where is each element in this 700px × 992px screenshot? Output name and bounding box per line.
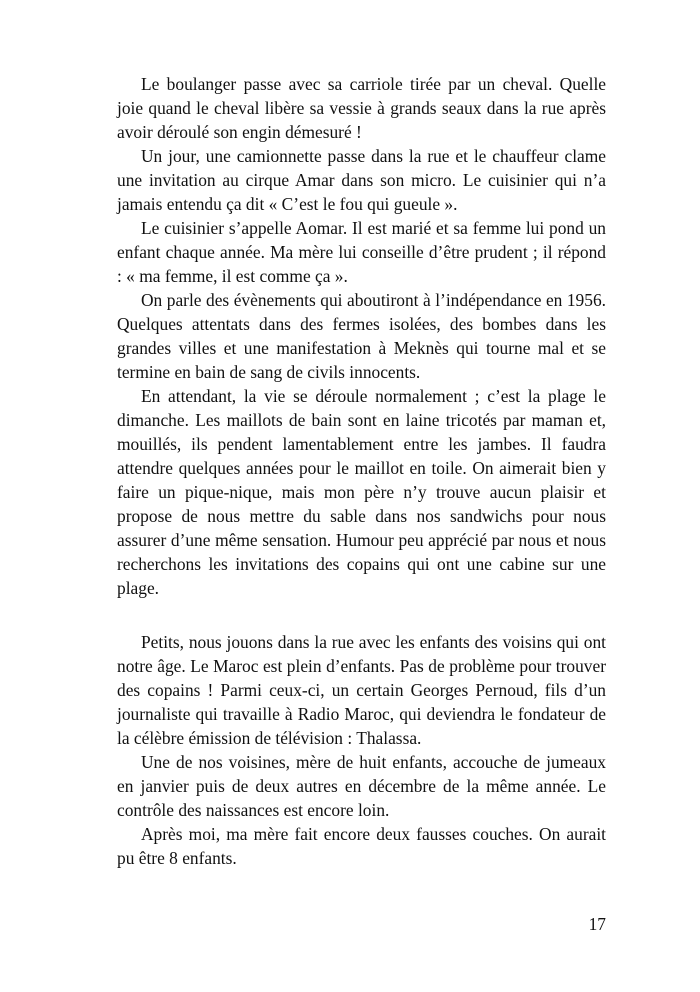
paragraph-boulanger: Le boulanger passe avec sa carriole tirée par un cheval. Quelle joie quand le cheval libère sa vessie à grands seaux dans la rue après avoir déroulé son engin démesuré ! <box>117 74 606 142</box>
page-number: 17 <box>588 914 606 934</box>
paragraph-independance: On parle des évènements qui aboutiront à l’indépendance en 1956. Quelques attentats dans des fermes isolées, des bombes dans les grandes villes et une manifestation à Meknès qui tourne mal et se termine en bain de sang de civils innocents. <box>117 290 606 382</box>
paragraph-plage: En attendant, la vie se déroule normalement ; c’est la plage le dimanche. Les maillots de bain sont en laine tricotés par maman et, mouillés, ils pendent lamentablement entre les jambes. Il faudra attendre quelques années pour le maillot en toile. On aimerait bien y faire un pique-nique, mais mon père n’y trouve aucun plaisir et propose de nous mettre du sable dans nos sandwichs pour nous assurer d’une même sensation. Humour peu apprécié par nous et nous recherchons les invitations des copains qui ont une cabine sur une plage. <box>117 386 606 598</box>
paragraph-voisine-jumeaux: Une de nos voisines, mère de huit enfants, accouche de jumeaux en janvier puis de deux autres en décembre de la même année. Le contrôle des naissances est encore loin. <box>117 752 606 820</box>
paragraph-camionnette: Un jour, une camionnette passe dans la rue et le chauffeur clame une invitation au cirque Amar dans son micro. Le cuisinier qui n’a jamais entendu ça dit « C’est le fou qui gueule ». <box>117 146 606 214</box>
section-break <box>117 600 606 630</box>
paragraph-fausses-couches: Après moi, ma mère fait encore deux fausses couches. On aurait pu être 8 enfants. <box>117 824 606 868</box>
page-body <box>117 72 606 870</box>
paragraph-enfants-rue: Petits, nous jouons dans la rue avec les enfants des voisins qui ont notre âge. Le Maroc est plein d’enfants. Pas de problème pour trouver des copains ! Parmi ceux-ci, un certain Georges Pernoud, fils d’un journaliste qui travaille à Radio Maroc, qui deviendra le fondateur de la célèbre émission de télévision : Thalassa. <box>117 632 606 748</box>
paragraph-cuisinier: Le cuisinier s’appelle Aomar. Il est marié et sa femme lui pond un enfant chaque année. Ma mère lui conseille d’être prudent ; il répond : « ma femme, il est comme ça ». <box>117 218 606 286</box>
